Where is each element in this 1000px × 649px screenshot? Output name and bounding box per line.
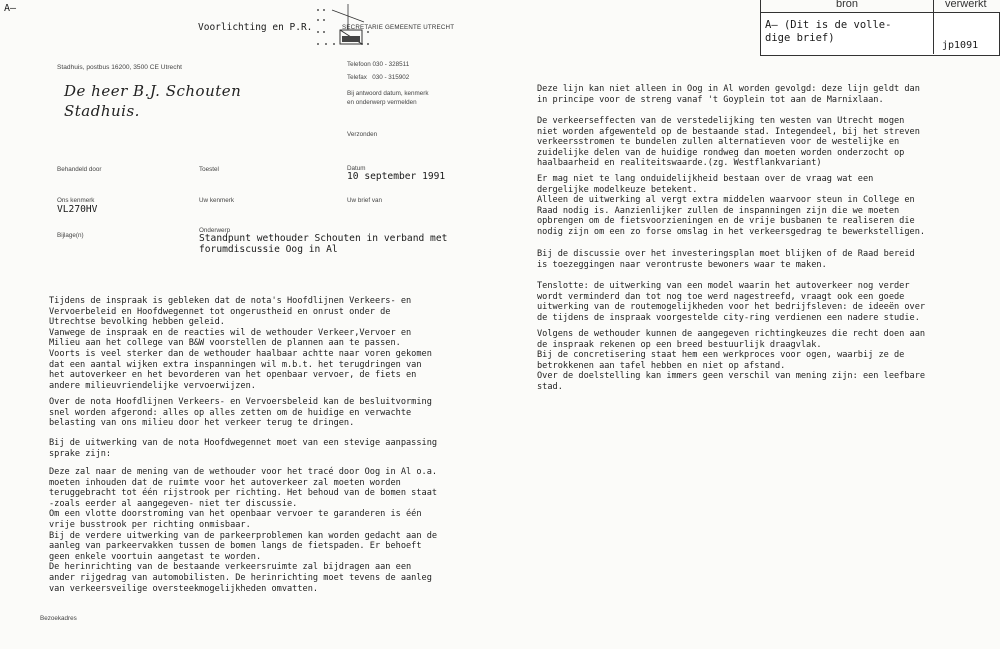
reply-note-line1: Bij antwoord datum, kenmerk (347, 90, 429, 97)
reply-note-line2: en onderwerp vermelden (347, 99, 417, 106)
recipient-name: De heer B.J. Schouten (64, 82, 242, 100)
datum-label: Datum (347, 165, 366, 172)
visit-address-label: Bezoekadres (40, 615, 77, 622)
right-para-5: Tenslotte: de uitwerking van een model waarin het autoverkeer nog verder wordt verminderd dan tot nog toe werd nagestreefd, vraagt ook een goede uitwerking van de routemogelijkheden voor het bedrijfsleven: de ideeën over de tijdens de inspraak voorgestelde city-ring verdienen een nadere studie. (537, 281, 926, 323)
datum-value: 10 september 1991 (347, 171, 446, 182)
archive-bron-line2: dige brief) (765, 32, 835, 44)
postal-address: Stadhuis, postbus 16200, 3500 CE Utrecht (57, 64, 182, 71)
archive-verwerkt-value: jp1091 (942, 40, 979, 51)
behandeld-door-label: Behandeld door (57, 166, 102, 173)
archive-bron-line1: A– (Dit is de volle- (765, 19, 892, 31)
ons-kenmerk-value: VL270HV (57, 204, 98, 215)
verzonden-label: Verzonden (347, 131, 378, 138)
uw-brief-van-label: Uw brief van (347, 197, 382, 204)
left-para-1: Tijdens de inspraak is gebleken dat de nota's Hoofdlijnen Verkeers- en Vervoerbeleid en Hoofdwegennet tot ongerustheid en onrust onder de Utrechtse bevolking hebben geleid. Vanwege de inspraak en de reacties wil de wethouder Verkeer,Vervoer en Milieu aan het college van B&W voorstellen de plannen aan te passen. Voorts is veel sterker dan de wethouder haalbaar achtte naar voren gekomen dat een aantal wijken extra inspanningen wil m.b.t. het terugdringen van het autoverkeer en het bevorderen van het openbaar vervoer, de fiets en andere milieuvriendelijke vervoerwijzen. (49, 296, 432, 391)
onderwerp-line1: Standpunt wethouder Schouten in verband met (199, 233, 448, 244)
fax-number: Telefax 030 - 315902 (347, 74, 410, 81)
right-para-2: De verkeerseffecten van de verstedelijking ten westen van Utrecht mogen niet worden afgewenteld op de bestaande stad. Integendeel, bij het streven verkeersstromen te bundelen zullen alternatieven voor de westelijke en zuidelijke delen van de huidige rondweg dan moeten worden onderzocht op haalbaarheid en realiteitswaarde.(zg. Westflankvariant) (537, 116, 920, 169)
uw-kenmerk-label: Uw kenmerk (199, 197, 234, 204)
logo-text: SECRETARIE GEMEENTE UTRECHT (342, 24, 455, 31)
corner-mark: A– (4, 3, 17, 14)
left-para-3: Bij de uitwerking van de nota Hoofdwegennet moet van een stevige aanpassing sprake zijn: (49, 438, 438, 459)
right-para-1: Deze lijn kan niet alleen in Oog in Al worden gevolgd: deze lijn geldt dan in principe voor de streng vanaf 't Goyplein tot aan de Marnixlaan. (537, 84, 920, 105)
sender-department: Voorlichting en P.R. (198, 22, 313, 33)
recipient-location: Stadhuis. (64, 102, 140, 120)
right-para-4: Bij de discussie over het investeringsplan moet blijken of de Raad bereid is toezeggingen naar verontruste bewoners waar te maken. (537, 249, 915, 270)
left-para-2: Over de nota Hoofdlijnen Verkeers- en Vervoersbeleid kan de besluitvorming snel worden afgerond: alles op alles zetten om de huidige en verwachte belasting van ons milieu door het verkeer terug te dringen. (49, 397, 432, 429)
archive-col-bron: bron (836, 0, 859, 10)
right-para-3: Er mag niet te lang onduidelijkheid bestaan over de vraag wat een dergelijke modelkeuze betekent. Alleen de uitwerking al vergt extra middelen waarvoor steun in College en Raad nodig is. Aanzienlijker zullen de inspanningen zijn die we moeten opbrengen om de fietsvoorzieningen en de vrije busbanen te realiseren die nodig zijn om een zo forse omslag in het verkeersgedrag te bewerkstelligen. (537, 174, 926, 237)
onderwerp-line2: forumdiscussie Oog in Al (199, 244, 338, 255)
right-para-6: Volgens de wethouder kunnen de aangegeven richtingkeuzes die recht doen aan de inspraak rekenen op een breed bestuurlijk draagvlak. Bij de concretisering staat hem een werkproces voor ogen, waarbij ze de betrokkenen aan tafel hebben en niet op afstand. Over de doelstelling kan immers geen verschil van mening zijn: een leefbare stad. (537, 329, 926, 392)
ons-kenmerk-label: Ons kenmerk (57, 197, 95, 204)
bijlagen-label: Bijlage(n) (57, 232, 84, 239)
onderwerp-label: Onderwerp (199, 227, 231, 234)
archive-col-verwerkt: verwerkt (945, 0, 987, 10)
toestel-label: Toestel (199, 166, 219, 173)
phone-number: Telefoon 030 - 328511 (347, 61, 410, 68)
left-para-4: Deze zal naar de mening van de wethouder voor het tracé door Oog in Al o.a. moeten inhouden dat de ruimte voor het autoverkeer zal moeten worden teruggebracht tot één rijstrook per richting. Het behoud van de bomen staat -zoals eerder al aangegeven- niet ter discussie. Om een vlotte doorstroming van het openbaar vervoer te garanderen is één vrije busstrook per richting onmisbaar. Bij de verdere uitwerking van de parkeerproblemen kan worden gedacht aan de aanleg van parkeervakken tussen de bomen langs de fietspaden. Er behoeft geen enkele voortuin aangetast te worden. De herinrichting van de bestaande verkeersruimte zal bijdragen aan een ander rijgedrag van automobilisten. De herinrichting moet tevens de aanleg van verkeersveilige oversteekmogelijkheden omvatten. (49, 467, 438, 594)
